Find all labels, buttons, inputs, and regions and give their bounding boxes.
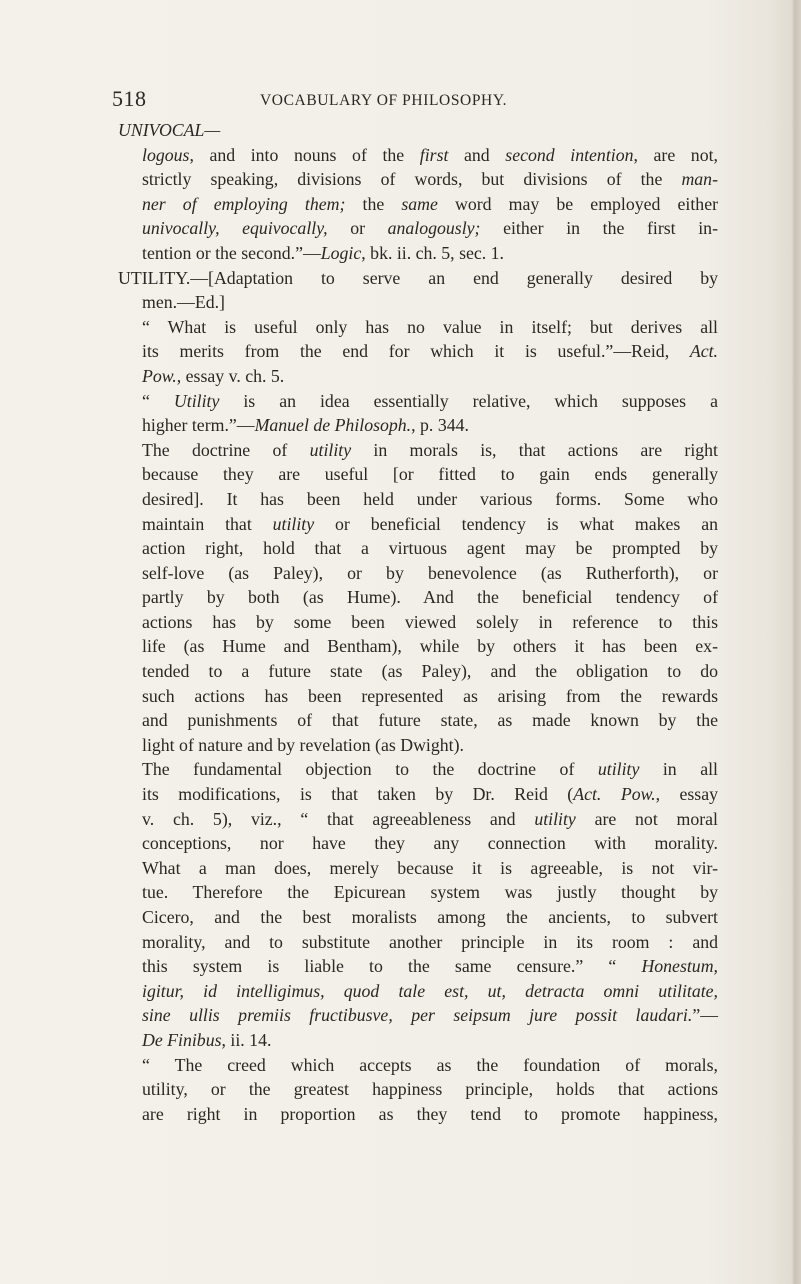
text-line: morality, and to substitute another principle in its room : and — [142, 931, 718, 952]
text-line: What a man does, merely because it is agreeable, is not vir- — [142, 857, 718, 878]
text-line: univocally, equivocally, or analogously; either in the first in- — [142, 218, 718, 239]
running-title: VOCABULARY OF PHILOSOPHY. — [260, 92, 508, 109]
text-line: logous, and into nouns of the first and second intention, are not, — [142, 144, 718, 165]
text-line: The doctrine of utility in morals is, that actions are right — [142, 439, 718, 460]
text-line: and punishments of that future state, as made known by the — [142, 710, 718, 731]
text-line: because they are useful [or fitted to gain ends generally — [142, 464, 718, 485]
text-line: sine ullis premiis fructibusve, per seipsum jure possit laudari.”— — [142, 1005, 718, 1026]
page-number: 518 — [112, 86, 147, 111]
page-edge-shadow — [791, 0, 801, 1284]
text-line: Cicero, and the best moralists among the ancients, to subvert — [142, 907, 718, 927]
text-line: strictly speaking, divisions of words, but divisions of the man- — [142, 169, 718, 190]
text-line: desired]. It has been held under various forms. Some who — [142, 488, 718, 509]
text-line: UTILITY.—[Adaptation to serve an end generally desired by — [118, 267, 718, 288]
body-text — [118, 118, 718, 1126]
text-line: “ The creed which accepts as the foundation of morals, — [142, 1054, 718, 1075]
text-line: maintain that utility or beneficial tendency is what makes an — [142, 513, 718, 534]
text-line: actions has by some been viewed solely in reference to this — [142, 611, 718, 632]
text-line: The fundamental objection to the doctrine of utility in all — [142, 759, 718, 780]
text-line: “ Utility is an idea essentially relative, which supposes a — [142, 390, 718, 411]
text-line: UNIVOCAL— — [118, 120, 221, 140]
text-line: tended to a future state (as Paley), and the obligation to do — [142, 661, 718, 682]
text-line: action right, hold that a virtuous agent may be prompted by — [142, 538, 718, 559]
text-line: light of nature and by revelation (as Dwight). — [142, 734, 464, 755]
text-line: men.—Ed.] — [142, 292, 225, 313]
text-line: utility, or the greatest happiness principle, holds that actions — [142, 1079, 718, 1100]
text-line: are right in proportion as they tend to promote happiness, — [142, 1103, 718, 1124]
text-line: its merits from the end for which it is useful.”—Reid, Act. — [142, 341, 718, 362]
running-head — [112, 86, 712, 116]
text-line: its modifications, is that taken by Dr. Reid (Act. Pow., essay — [142, 784, 718, 805]
text-line: higher term.”—Manuel de Philosoph., p. 344. — [142, 415, 469, 436]
text-line: ner of employing them; the same word may be employed either — [142, 193, 719, 214]
text-line: life (as Hume and Bentham), while by others it has been ex- — [142, 636, 718, 657]
text-line: “ What is useful only has no value in itself; but derives all — [142, 316, 718, 337]
text-line: self-love (as Paley), or by benevolence (as Rutherforth), or — [142, 562, 718, 583]
text-line: v. ch. 5), viz., “ that agreeableness and utility are not moral — [142, 808, 718, 829]
text-line: conceptions, nor have they any connection with morality. — [142, 833, 718, 854]
text-line: partly by both (as Hume). And the beneficial tendency of — [142, 587, 718, 608]
text-line: tue. Therefore the Epicurean system was justly thought by — [142, 882, 718, 903]
text-line: such actions has been represented as arising from the rewards — [142, 685, 718, 706]
text-line: this system is liable to the same censure.” “ Honestum, — [142, 956, 718, 977]
text-line: De Finibus, ii. 14. — [142, 1029, 272, 1050]
text-line: tention or the second.”—Logic, bk. ii. ch. 5, sec. 1. — [142, 242, 505, 263]
text-line: Pow., essay v. ch. 5. — [142, 365, 285, 386]
text-line: igitur, id intelligimus, quod tale est, ut, detracta omni utilitate, — [142, 980, 718, 1001]
